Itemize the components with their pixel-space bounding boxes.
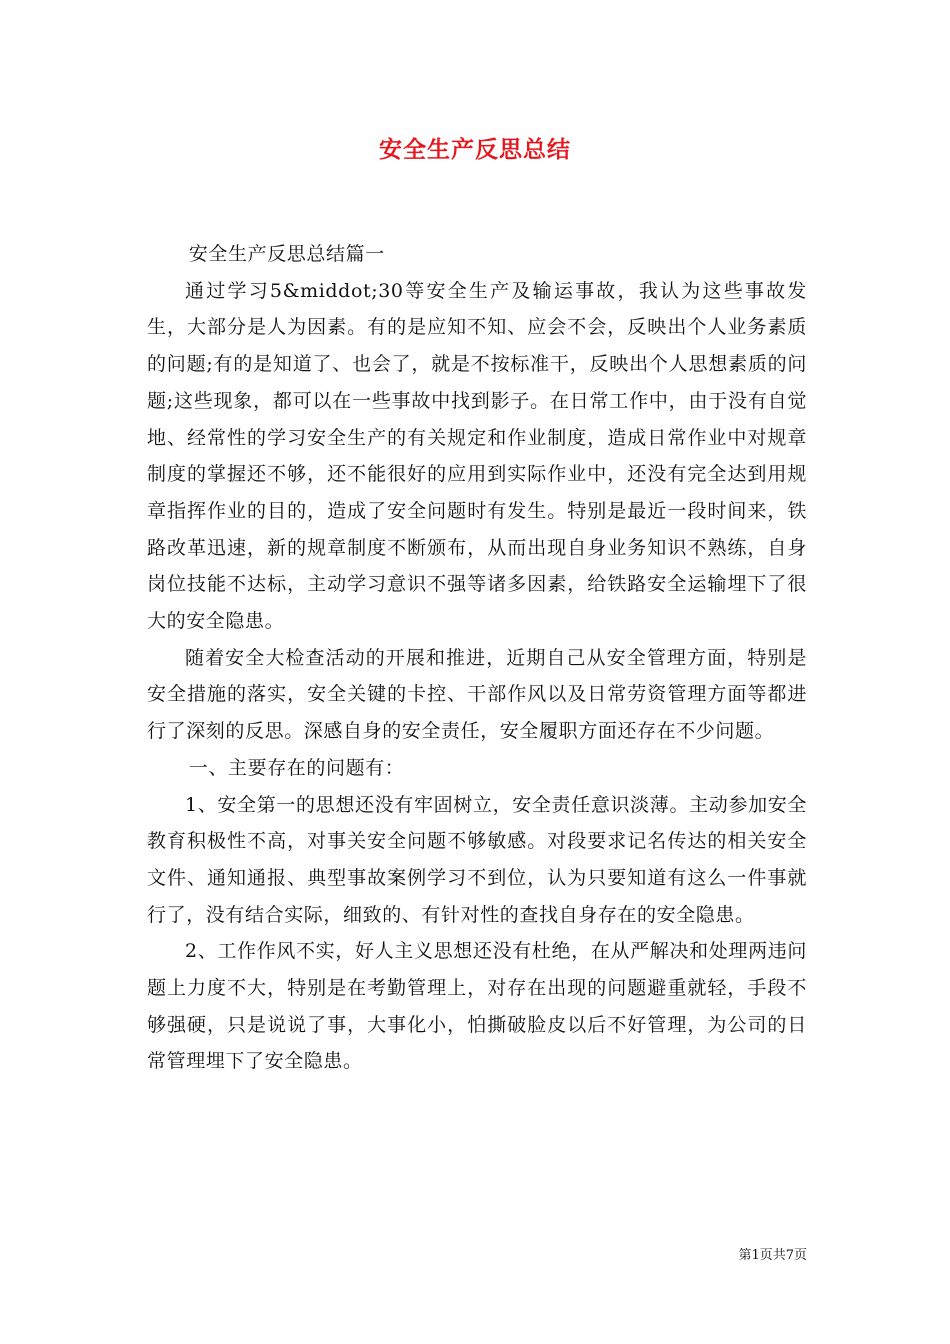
paragraph: 2、工作作风不实，好人主义思想还没有杜绝，在从严解决和处理两违问题上力度不大，特别是在考勤管理上，对存在出现的问题避重就轻，手段不够强硬，只是说说了事，大事化小，怕撕破脸皮以后不好管理，为公司的日常管理埋下了安全隐患。 xyxy=(147,940,807,1073)
paragraph: 通过学习5&middot;30等安全生产及输运事故，我认为这些事故发生，大部分是人为因素。有的是应知不知、应会不会，反映出个人业务素质的问题;有的是知道了、也会了，就是不按标准干，反映出个人思想素质的问题;这些现象，都可以在一些事故中找到影子。在日常工作中，由于没有自觉地、经常性的学习安全生产的有关规定和作业制度，造成日常作业中对规章制度的掌握还不够，还不能很好的应用到实际作业中，还没有完全达到用规章指挥作业的目的，造成了安全问题时有发生。特别是最近一段时间来，铁路改革迅速，新的规章制度不断颁布，从而出现自身业务知识不熟练，自身岗位技能不达标，主动学习意识不强等诸多因素，给铁路安全运输埋下了很大的安全隐患。 xyxy=(147,279,807,633)
document-body xyxy=(147,236,807,1080)
paragraph: 随着安全大检查活动的开展和推进，近期自己从安全管理方面，特别是安全措施的落实，安全关键的卡控、干部作风以及日常劳资管理方面等都进行了深刻的反思。深感自身的安全责任，安全履职方面还存在不少问题。 xyxy=(147,646,807,743)
document-title: 安全生产反思总结 xyxy=(379,136,571,163)
subsection-heading: 一、主要存在的问题有： xyxy=(188,756,405,779)
page-number: 第1页共7页 xyxy=(738,1248,807,1263)
paragraph: 1、安全第一的思想还没有牢固树立，安全责任意识淡薄。主动参加安全教育积极性不高，对事关安全问题不够敏感。对段要求记名传达的相关安全文件、通知通报、典型事故案例学习不到位，认为只要知道有这么一件事就行了，没有结合实际，细致的、有针对性的查找自身存在的安全隐患。 xyxy=(147,793,807,926)
section-heading: 安全生产反思总结篇一 xyxy=(188,243,385,265)
